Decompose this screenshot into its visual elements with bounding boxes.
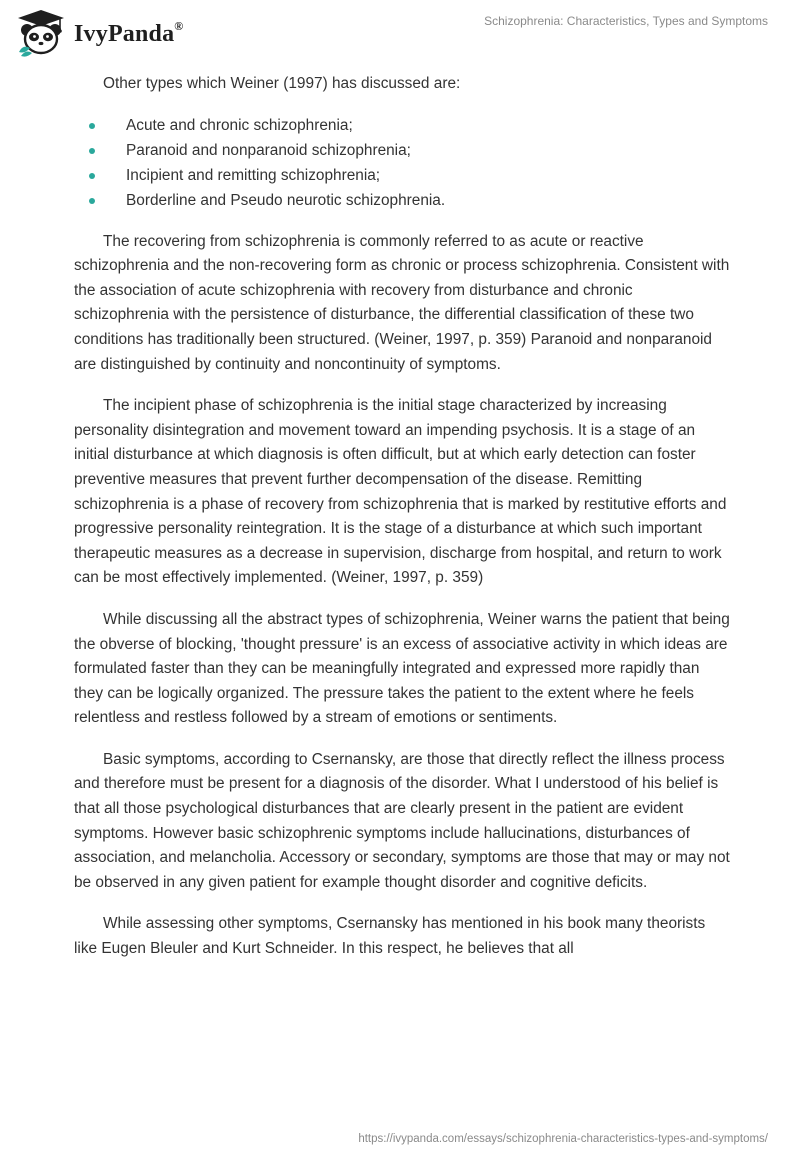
list-item-text: Borderline and Pseudo neurotic schizophrenia. <box>126 191 446 209</box>
registered-mark: ® <box>174 18 184 33</box>
bullet-dot-icon <box>89 198 95 204</box>
list-item-text: Paranoid and nonparanoid schizophrenia; <box>126 141 411 159</box>
paragraph-acute-chronic: The recovering from schizophrenia is commonly referred to as acute or reactive schizophrenia and the non-recovering form as chronic or process schizophrenia. Consistent with the association of acute schizophrenia with recovery from disturbance and chronic schizophrenia with the persistence of disturbance, the differential classification of these two conditions has traditionally been structured. (Weiner, 1997, p. 359) Paranoid and nonparanoid are distinguished by continuity and noncontinuity of symptoms. <box>74 232 730 373</box>
source-url-link[interactable]: https://ivypanda.com/essays/schizophrenia-characteristics-types-and-symptoms/ <box>358 1133 768 1145</box>
paragraph-other-symptoms: While assessing other symptoms, Csernansky has mentioned in his book many theorists like Eugen Bleuler and Kurt Schneider. In this respect, he believes that all <box>74 915 706 958</box>
paragraph-basic-symptoms: Basic symptoms, according to Csernansky, are those that directly reflect the illness process and therefore must be present for a diagnosis of the disorder. What I understood of his belief is that all those psychological disturbances that are clearly present in the patient are evident symptoms. However basic schizophrenic symptoms include hallucinations, disturbances of association, and melancholia. Accessory or secondary, symptoms are those that may or may not be observed in any given patient for example thought disorder and cognitive deficits. <box>74 750 730 891</box>
list-item <box>74 138 730 163</box>
brand-name: IvyPanda® <box>74 18 184 47</box>
brand-logo[interactable] <box>14 8 183 60</box>
page-header <box>0 0 800 64</box>
bullet-dot-icon <box>89 173 95 179</box>
paragraph-incipient-remitting: The incipient phase of schizophrenia is the initial stage characterized by increasing personality disintegration and movement toward an impending psychosis. It is a stage of an initial disturbance at which diagnosis is often difficult, but at which early detection can foster preventive measures that prevent further decompensation of the disease. Remitting schizophrenia is a phase of recovery from schizophrenia that is marked by restitutive efforts and progressive personality reintegration. It is the stage of a disturbance at which such important therapeutic measures as a decrease in supervision, discharge from hospital, and return to work can be most effectively implemented. (Weiner, 1997, p. 359) <box>74 397 727 587</box>
bullet-dot-icon <box>89 148 95 154</box>
panda-logo-icon <box>14 8 68 60</box>
lead-paragraph: Other types which Weiner (1997) has discussed are: <box>103 75 461 92</box>
running-title: Schizophrenia: Characteristics, Types and Symptoms <box>484 14 768 28</box>
list-item <box>74 163 730 188</box>
list-item-text: Incipient and remitting schizophrenia; <box>126 166 381 184</box>
essay-body <box>74 72 730 979</box>
list-item <box>74 188 730 213</box>
types-list <box>74 113 730 213</box>
bullet-dot-icon <box>89 123 95 129</box>
list-item <box>74 113 730 138</box>
paragraph-thought-pressure: While discussing all the abstract types of schizophrenia, Weiner warns the patient that being the obverse of blocking, 'thought pressure' is an excess of associative activity in which ideas are formulated faster than they can be meaningfully integrated and expressed more rapidly than they can be logically organized. The pressure takes the patient to the extent where he feels relentless and restless followed by a stream of emotions or sentiments. <box>74 610 730 727</box>
list-item-text: Acute and chronic schizophrenia; <box>126 116 353 134</box>
